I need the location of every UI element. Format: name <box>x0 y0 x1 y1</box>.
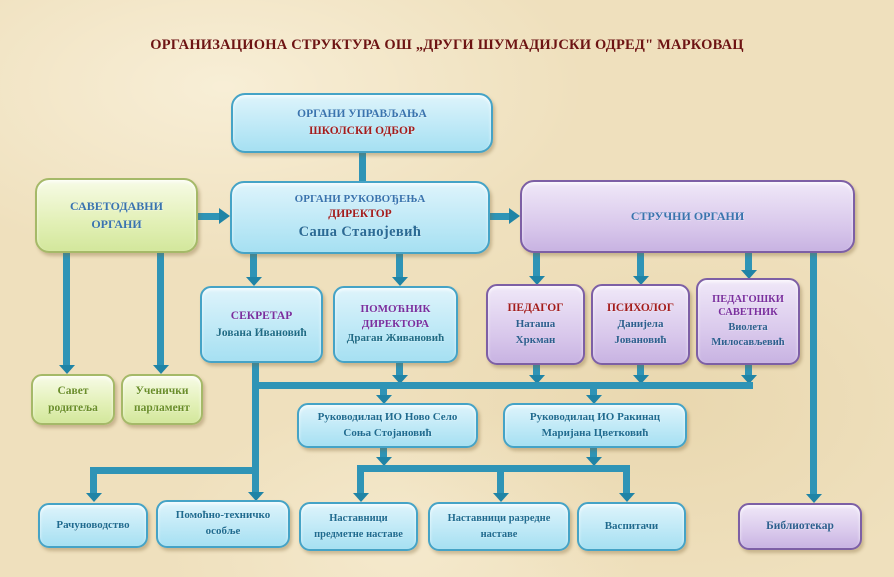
person-name: Јована Ивановић <box>216 326 307 339</box>
arrowhead <box>219 208 230 224</box>
role-label: ПОМОЋНИК ДИРЕКТОРА <box>360 303 431 330</box>
box-vaspitaci <box>577 502 686 551</box>
box-savet-roditelja <box>31 374 115 425</box>
connector <box>490 213 511 220</box>
box-psiholog <box>591 284 690 365</box>
role-label: ПСИХОЛОГ <box>606 302 675 315</box>
arrowhead <box>353 493 369 502</box>
arrowhead <box>509 208 520 224</box>
connector <box>63 253 70 366</box>
box-label: Руководилац ИО Ракинац <box>529 410 661 423</box>
box-heading: ОРГАНИ УПРАВЉАЊА <box>297 108 427 121</box>
box-bibliotekar <box>738 503 862 550</box>
person-name: Наташа Хркман <box>515 317 556 346</box>
connector-bus <box>90 467 259 474</box>
box-racunovodstvo <box>38 503 148 548</box>
connector <box>533 253 540 277</box>
arrowhead <box>619 493 635 502</box>
box-label: Помоћно-техничко особље <box>175 509 271 537</box>
box-nastavnici-razredne <box>428 502 570 551</box>
arrowhead <box>493 493 509 502</box>
person-name: Виолета Милосављевић <box>711 321 785 349</box>
chart-title: ОРГАНИЗАЦИОНА СТРУКТУРА ОШ „ДРУГИ ШУМАДИЈСКИ ОДРЕД" МАРКОВАЦ <box>150 37 744 53</box>
box-label: Васпитачи <box>604 519 659 532</box>
box-heading: ОРГАНИ РУКОВОЂЕЊА <box>294 193 426 206</box>
box-io-novo-selo <box>297 403 478 448</box>
box-label: Рачуноводство <box>56 518 130 531</box>
box-pedagog <box>486 284 585 365</box>
box-strucni-organi <box>520 180 855 253</box>
role-label: ПЕДАГОГ <box>507 302 564 315</box>
box-heading: САВЕТОДАВНИ ОРГАНИ <box>70 199 163 231</box>
connector <box>623 472 630 494</box>
arrowhead <box>392 277 408 286</box>
person-name: Маријана Цветковић <box>541 426 649 439</box>
connector-bus <box>357 465 630 472</box>
box-ucenicki-parlament <box>121 374 203 425</box>
box-label: Наставници разредне наставе <box>447 513 551 540</box>
role-label: СЕКРЕТАР <box>230 309 293 322</box>
box-label: Ученички парламент <box>134 384 190 414</box>
box-pedagoski-savetnik <box>696 278 800 365</box>
box-label: Руководилац ИО Ново Село <box>317 410 458 423</box>
arrowhead <box>806 494 822 503</box>
person-name: Данијела Јовановић <box>614 317 667 346</box>
box-savetodavni-organi <box>35 178 198 253</box>
role-label: ПЕДАГОШКИ САВЕТНИК <box>712 293 784 319</box>
person-name: Драган Живановић <box>346 331 445 344</box>
box-subheading: ДИРЕКТОР <box>328 207 392 220</box>
arrowhead <box>153 365 169 374</box>
connector <box>250 254 257 279</box>
arrowhead <box>246 277 262 286</box>
box-label: Савет родитеља <box>48 384 98 414</box>
arrowhead <box>86 493 102 502</box>
director-name: Саша Станојевић <box>298 223 422 240</box>
connector <box>357 472 364 494</box>
connector-bus <box>252 382 753 389</box>
box-label: Библиотекар <box>766 520 834 533</box>
connector <box>157 253 164 366</box>
connector <box>90 474 97 494</box>
box-sekretar <box>200 286 323 363</box>
box-organi-rukovodjenja <box>230 181 490 254</box>
box-pomocno-tehnicko <box>156 500 290 548</box>
connector <box>359 153 366 181</box>
box-pomocnik-direktora <box>333 286 458 363</box>
box-io-rakinac <box>503 403 687 448</box>
box-subheading: ШКОЛСКИ ОДБОР <box>309 125 415 137</box>
connector <box>497 472 504 494</box>
connector <box>810 253 817 495</box>
box-organi-upravljanja <box>231 93 493 153</box>
connector <box>745 253 752 271</box>
person-name: Соња Стојановић <box>343 426 432 439</box>
arrowhead <box>59 365 75 374</box>
box-heading: СТРУЧНИ ОРГАНИ <box>630 208 745 223</box>
box-nastavnici-predmetne <box>299 502 418 551</box>
box-label: Наставници предметне наставе <box>314 513 403 540</box>
connector <box>396 254 403 279</box>
connector <box>637 253 644 277</box>
